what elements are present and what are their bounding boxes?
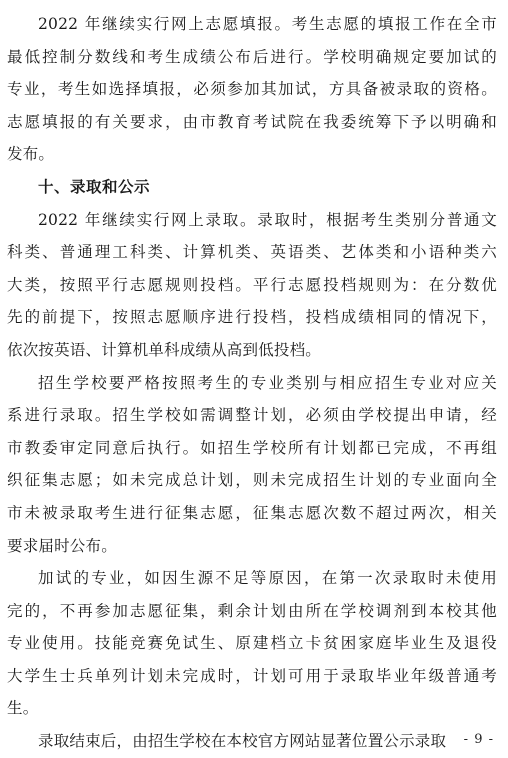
paragraph-line: 2022 年继续实行网上录取。录取时，根据考生类别分普通文 xyxy=(38,210,497,229)
paragraph-line: 科类、普通理工科类、计算机类、英语类、艺体类和小语种类六 xyxy=(7,243,497,262)
paragraph-line: 录取结束后，由招生学校在本校官方网站显著位置公示录取 xyxy=(38,732,447,751)
paragraph-line: 织征集志愿；如未完成总计划，则未完成招生计划的专业面向全 xyxy=(7,471,497,490)
paragraph-line: 要求届时公布。 xyxy=(7,536,117,555)
paragraph-line: 大类，按照平行志愿规则投档。平行志愿投档规则为：在分数优 xyxy=(7,275,497,294)
paragraph-line: 先的前提下，按照志愿顺序进行投档，投档成绩相同的情况下， xyxy=(7,308,497,327)
paragraph-line: 市教委审定同意后执行。如招生学校所有计划都已完成，不再组 xyxy=(7,438,497,457)
paragraph-line: 专业使用。技能竞赛免试生、原建档立卡贫困家庭毕业生及退役 xyxy=(7,634,497,653)
paragraph-line: 2022 年继续实行网上志愿填报。考生志愿的填报工作在全市 xyxy=(38,15,497,33)
section-heading: 十、录取和公示 xyxy=(38,177,151,196)
paragraph-line: 系进行录取。招生学校如需调整计划，必须由学校提出申请，经 xyxy=(7,406,497,425)
paragraph-line: 专业，考生如选择填报，必须参加其加试，方具备被录取的资格。 xyxy=(7,80,497,99)
page-number: - 9 - xyxy=(463,732,494,747)
document-body xyxy=(7,8,497,758)
paragraph-line: 大学生士兵单列计划未完成时，计划可用于录取毕业年级普通考 xyxy=(7,666,497,685)
paragraph-line: 最低控制分数线和考生成绩公布后进行。学校明确规定要加试的 xyxy=(7,47,497,66)
paragraph-line: 招生学校要严格按照考生的专业类别与相应招生专业对应关 xyxy=(38,373,497,392)
paragraph-line: 生。 xyxy=(7,699,39,718)
paragraph-line: 发布。 xyxy=(7,145,55,164)
paragraph-line: 市未被录取考生进行征集志愿，征集志愿次数不超过两次，相关 xyxy=(7,503,497,522)
paragraph-line: 完的，不再参加志愿征集，剩余计划由所在学校调剂到本校其他 xyxy=(7,601,497,620)
paragraph-line: 依次按英语、计算机单科成绩从高到低投档。 xyxy=(7,340,322,359)
paragraph-line: 志愿填报的有关要求，由市教育考试院在我委统筹下予以明确和 xyxy=(7,112,497,131)
paragraph-line: 加试的专业，如因生源不足等原因，在第一次录取时未使用 xyxy=(38,569,497,588)
